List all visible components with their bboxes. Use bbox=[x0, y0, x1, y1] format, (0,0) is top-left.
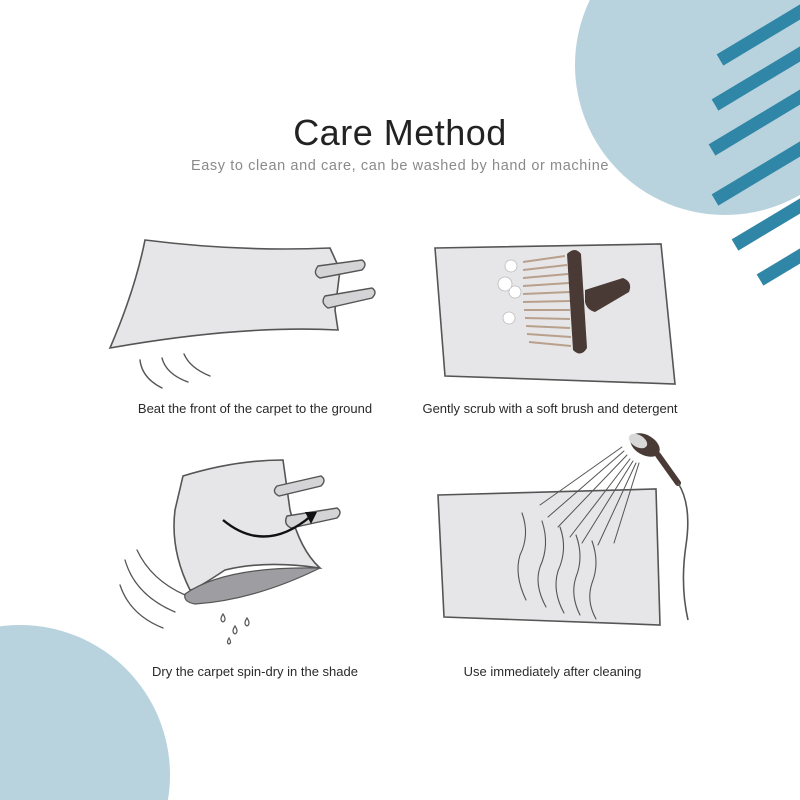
step-caption-scrub: Gently scrub with a soft brush and detergent bbox=[422, 401, 678, 416]
scrub-brush-icon bbox=[425, 240, 685, 390]
step-caption-beat: Beat the front of the carpet to the ground bbox=[137, 401, 373, 416]
step-caption-dry: Dry the carpet spin-dry in the shade bbox=[152, 664, 358, 679]
bottom-left-circle bbox=[0, 625, 170, 800]
spin-dry-icon bbox=[115, 450, 355, 650]
shower-rinse-icon bbox=[430, 425, 700, 635]
page-title: Care Method bbox=[293, 112, 507, 153]
carpet-beating-icon bbox=[100, 230, 400, 400]
page-subtitle: Easy to clean and care, can be washed by hand or machine bbox=[190, 158, 610, 174]
step-caption-use: Use immediately after cleaning bbox=[463, 664, 642, 679]
